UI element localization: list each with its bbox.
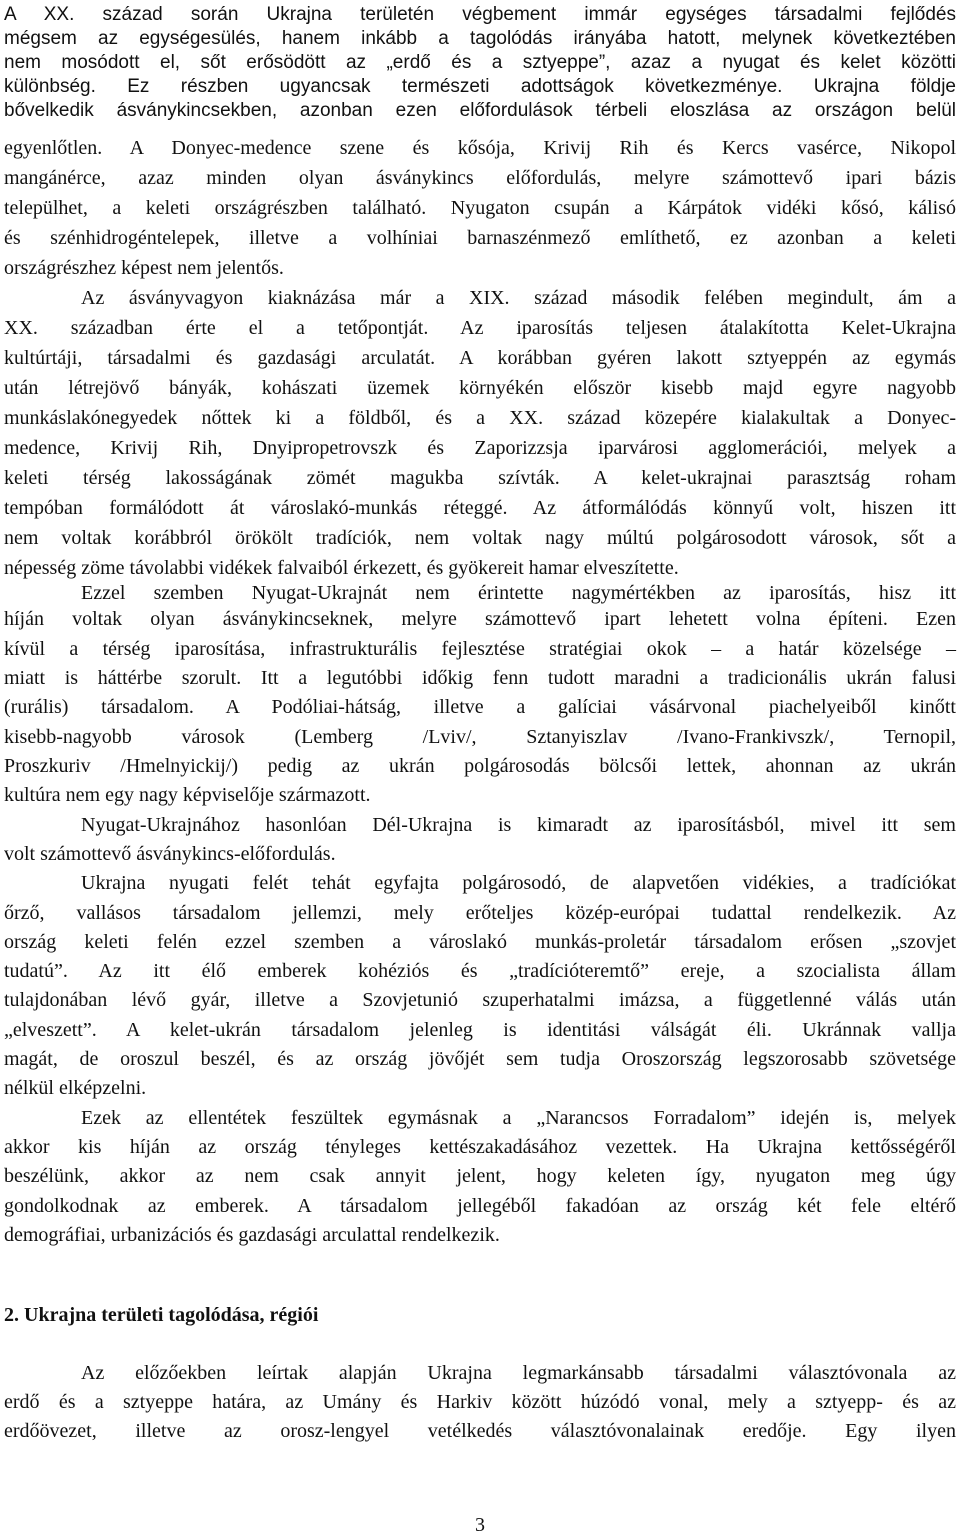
text-line: Az ásványvagyon kiaknázása már a XIX. század második felében megindult, ám a: [81, 287, 956, 309]
text-line: Proszkuriv /Hmelnyickij/) pedig az ukrán polgárosodás bölcsői lettek, ahonnan az ukrán: [4, 755, 956, 777]
text-line: különbség. Ez részben ugyancsak természeti adottságok következménye. Ukrajna földje: [4, 76, 956, 97]
text-line: akkor kis híján az ország tényleges kettészakadásához vezettek. Ha Ukrajna kettősségéről: [4, 1136, 956, 1158]
text-line: nem voltak korábbról örökölt tradíciók, nem voltak nagy múltú polgárosodott városok, sőt a: [4, 527, 956, 549]
text-line: „elveszett”. A kelet-ukrán társadalom jelenleg is identitási válságát éli. Ukránnak vallja: [4, 1019, 956, 1041]
text-line: (rurális) társadalom. A Podóliai-hátság, illetve a galíciai vásárvonal piachelyeiből kinőtt: [4, 696, 956, 718]
text-line: gondolkodnak az emberek. A társadalom jellegéből fakadóan az ország két fele eltérő: [4, 1195, 956, 1217]
text-line: miatt is háttérbe szorult. Itt a legutóbbi időkig fenn tudott maradni a tradicionális ukrán falusi: [4, 667, 956, 689]
text-line: országrészhez képest nem jelentős.: [4, 257, 284, 279]
text-line: mégsem az egységesülés, hanem inkább a tagolódás irányába hatott, melynek következtében: [4, 28, 956, 49]
text-line: Az előzőekben leírtak alapján Ukrajna legmarkánsabb társadalmi választóvonala az: [81, 1362, 956, 1384]
text-line: kisebb-nagyobb városok (Lemberg /Lviv/, Sztanyiszlav /Ivano-Frankivszk/, Ternopil,: [4, 726, 956, 748]
text-line: kultúrtáji, társadalmi és gazdasági arculatát. A korábban gyéren lakott sztyeppén az egymás: [4, 347, 956, 369]
page-number: 3: [475, 1514, 485, 1536]
text-line: medence, Krivij Rih, Dnyipropetrovszk és Zaporizzsja iparvárosi agglomerációi, melyek a: [4, 437, 956, 459]
text-line: demográfiai, urbanizációs és gazdasági arculattal rendelkezik.: [4, 1224, 500, 1246]
text-line: tempóban formálódott át városlakó-munkás réteggé. Az átformálódás könnyű volt, hiszen itt: [4, 497, 956, 519]
text-line: magát, de oroszul beszél, és az ország jövőjét sem tudja Oroszország legszorosabb szövetsége: [4, 1048, 956, 1070]
text-line: A XX. század során Ukrajna területén végbement immár egységes társadalmi fejlődés: [4, 4, 956, 25]
text-line: egyenlőtlen. A Donyec-medence szene és kősója, Krivij Rih és Kercs vasérce, Nikopol: [4, 137, 956, 159]
text-line: bővelkedik ásványkincsekben, azonban ezen előfordulások térbeli eloszlása az országon belül: [4, 100, 956, 121]
text-line: Ukrajna nyugati felét tehát egyfajta polgárosodó, de alapvetően vidékies, a tradíciókat: [81, 872, 956, 894]
text-line: Ezek az ellentétek feszültek egymásnak a „Narancsos Forradalom” idején is, melyek: [81, 1107, 956, 1129]
text-line: nélkül elképzelni.: [4, 1077, 147, 1099]
text-line: kultúra nem egy nagy képviselője származott.: [4, 784, 371, 806]
text-line: tulajdonában lévő gyár, illetve a Szovjetunió szuperhatalmi imázsa, a függetlenné válás után: [4, 989, 956, 1011]
text-line: híján voltak olyan ásványkincseknek, melyre számottevő ipart lehetett volna építeni. Ezen: [4, 608, 956, 630]
text-line: erdő és a sztyeppe határa, az Umány és Harkiv között húzódó vonal, mely a sztyepp- és az: [4, 1391, 956, 1413]
text-line: őrző, vallásos társadalom jellemzi, mely erőteljes közép-európai tudattal rendelkezik. Az: [4, 902, 956, 924]
section-heading: 2. Ukrajna területi tagolódása, régiói: [4, 1304, 319, 1326]
text-line: tudatú”. Az itt élő emberek kohéziós és „tradícióteremtő” ereje, a szocialista állam: [4, 960, 956, 982]
text-line: munkáslakónegyedek nőttek ki a földből, és a XX. század közepére kialakultak a Donyec-: [4, 407, 956, 429]
text-line: volt számottevő ásványkincs-előfordulás.: [4, 843, 336, 865]
text-line: települhet, a keleti országrészben található. Nyugaton csupán a Kárpátok vidéki kősó, kálisó: [4, 197, 956, 219]
text-line: mangánérce, azaz minden olyan ásványkincs előfordulás, melyre számottevő ipari bázis: [4, 167, 956, 189]
text-line: beszélünk, akkor az nem csak annyit jelent, hogy keleten így, nyugaton meg úgy: [4, 1165, 956, 1187]
text-line: erdőövezet, illetve az orosz-lengyel vetélkedés választóvonalainak eredője. Egy ilyen: [4, 1420, 956, 1442]
text-line: ország keleti felén ezzel szemben a városlakó munkás-proletár társadalom erősen „szovjet: [4, 931, 956, 953]
text-line: után létrejövő bányák, kohászati üzemek környékén először kisebb majd egyre nagyobb: [4, 377, 956, 399]
text-line: nem mosódott el, sőt erősödött az „erdő és a sztyeppe”, azaz a nyugat és kelet közötti: [4, 52, 956, 73]
text-line: keleti térség lakosságának zömét magukba szívták. A kelet-ukrajnai parasztság roham: [4, 467, 956, 489]
text-line: Nyugat-Ukrajnához hasonlóan Dél-Ukrajna is kimaradt az iparosításból, mivel itt sem: [81, 814, 956, 836]
text-line: kívül a térség iparosítása, infrastrukturális fejlesztése stratégiai okok – a határ közelsége –: [4, 638, 956, 660]
text-line: és szénhidrogéntelepek, illetve a volhíniai barnaszénmező említhető, ez azonban a keleti: [4, 227, 956, 249]
text-line: XX. században érte el a tetőpontját. Az iparosítás teljesen átalakította Kelet-Ukrajna: [4, 317, 956, 339]
text-line: népesség zöme távolabbi vidékek falvaiból érkezett, és gyökereit hamar elveszítette.: [4, 557, 679, 579]
text-line: Ezzel szemben Nyugat-Ukrajnát nem érintette nagymértékben az iparosítás, hisz itt: [81, 582, 956, 604]
